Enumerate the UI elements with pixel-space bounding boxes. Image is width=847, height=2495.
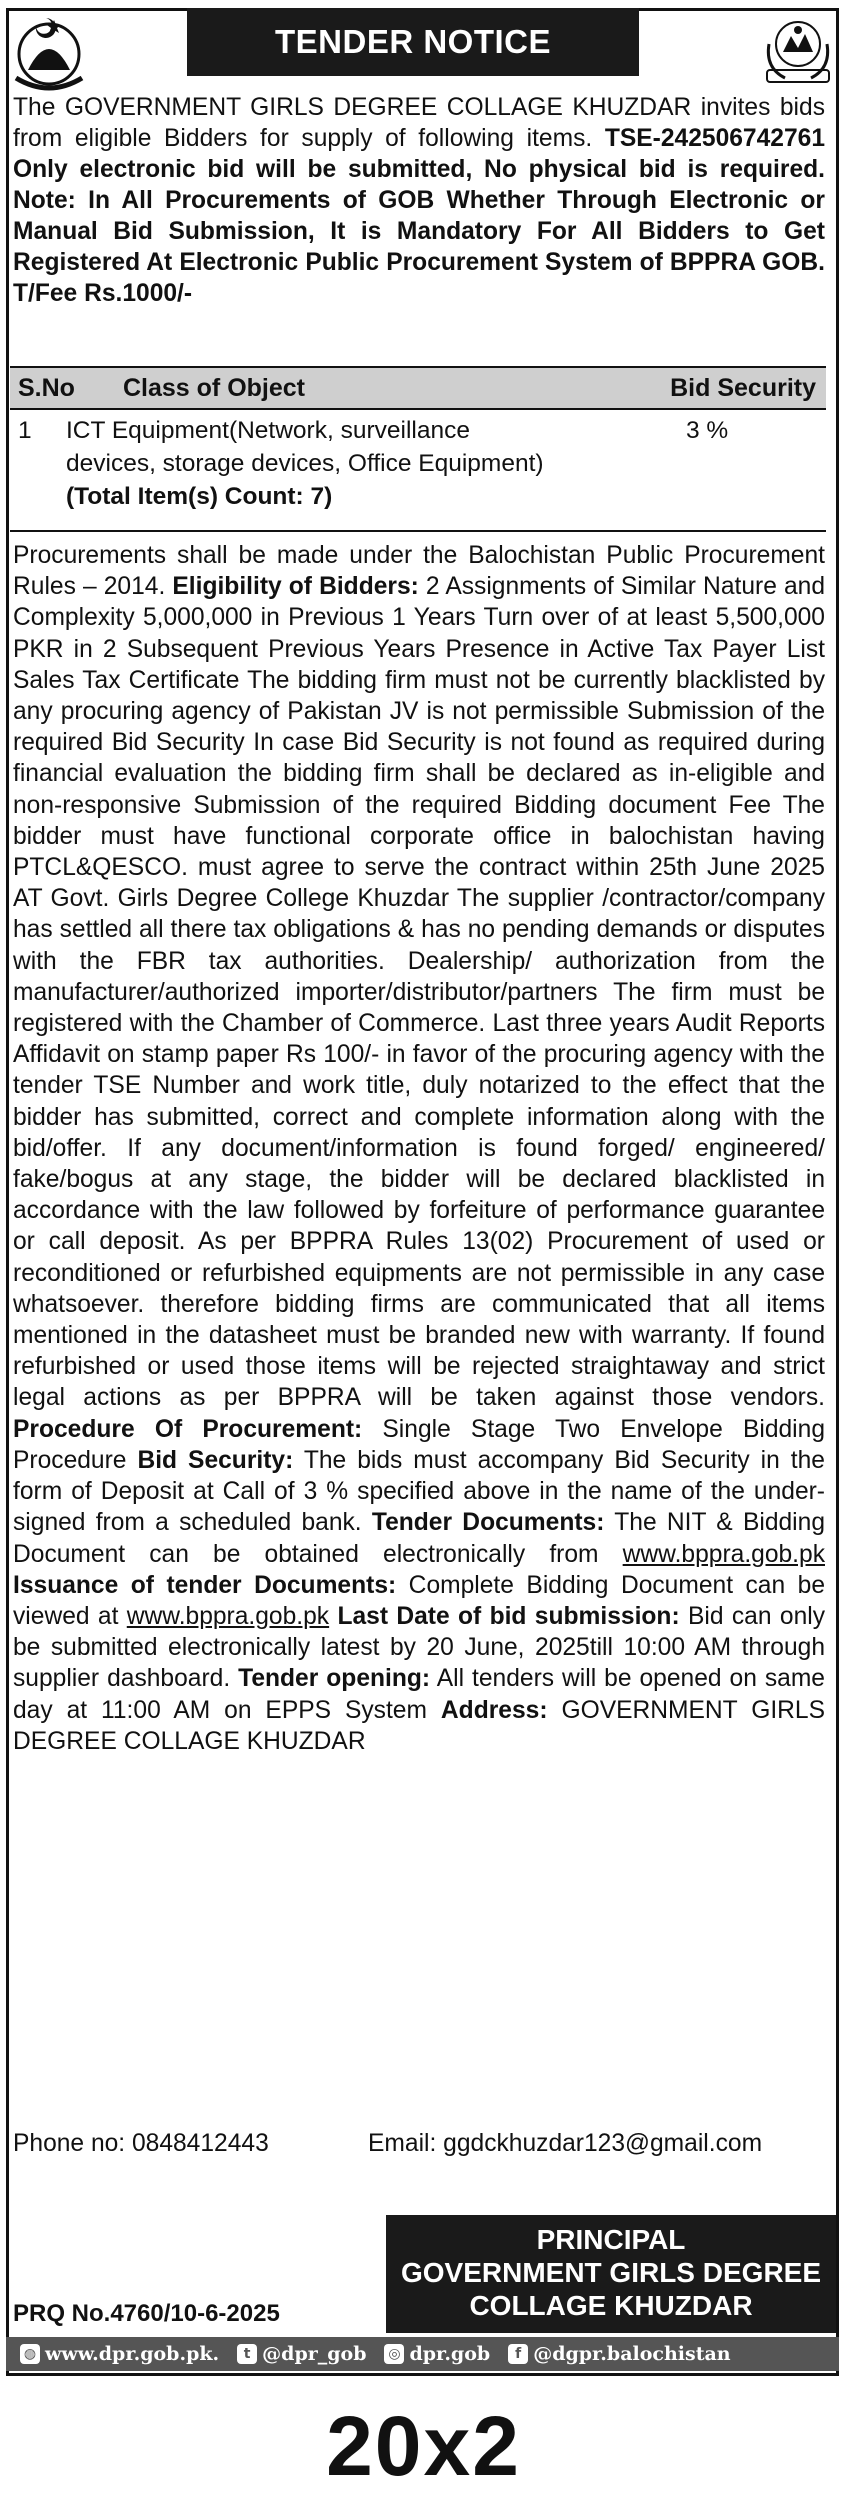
website-text: www.dpr.gob.pk. xyxy=(45,2343,220,2365)
globe-icon: ◍ xyxy=(20,2344,40,2364)
items-table xyxy=(10,366,826,532)
table-header xyxy=(10,366,826,410)
email-address[interactable]: Email: ggdckhuzdar123@gmail.com xyxy=(368,2130,763,2157)
eligibility-heading: Eligibility of Bidders: xyxy=(172,573,419,601)
body-text: Single Stage Two Envelope Bidding Procedure xyxy=(13,1415,825,1474)
instagram-text: dpr.gob xyxy=(409,2343,491,2365)
row-sno: 1 xyxy=(18,417,32,444)
instagram-icon: ◎ xyxy=(384,2344,404,2364)
row-item-count: (Total Item(s) Count: 7) xyxy=(66,483,333,510)
prq-number: PRQ No.4760/10-6-2025 xyxy=(13,2300,280,2327)
ad-size-label: 20x2 xyxy=(326,2399,521,2493)
procedure-heading: Procedure Of Procurement: xyxy=(13,1415,363,1443)
intro-bold-text: TSE-242506742761 Only electronic bid will be submitted, No physical bid is required. Note: In All Procurements of GOB Whether Through Electronic or Manual Bid Submission, It is Mandatory For All Bidders to Get Registered At Electronic Public Procurement System of BPPRA GOB. T/Fee Rs.1000/- xyxy=(13,125,825,307)
body-text: The bids must accompany Bid Security in the form of Deposit at Call of 3 % specified above in the name of the under-signed from a scheduled bank. xyxy=(13,1446,825,1537)
body-text: The NIT & Bidding Document can be obtained electronically from xyxy=(13,1509,825,1568)
header-security: Bid Security xyxy=(670,373,816,402)
tender-opening-heading: Tender opening: xyxy=(238,1665,431,1693)
intro-paragraph xyxy=(13,92,825,309)
footer-facebook[interactable] xyxy=(508,2343,730,2365)
row-class xyxy=(66,414,686,530)
footer-twitter[interactable] xyxy=(237,2343,366,2365)
row-class-line1: ICT Equipment(Network, surveillance xyxy=(66,417,470,444)
twitter-text: @dpr_gob xyxy=(262,2343,367,2365)
footer-bar xyxy=(6,2337,839,2371)
header-sno: S.No xyxy=(18,373,75,402)
intro-text: The GOVERNMENT GIRLS DEGREE COLLAGE KHUZDAR invites bids from eligible Bidders for supply of following items. xyxy=(13,94,825,152)
bppra-link[interactable]: www.bppra.gob.pk xyxy=(126,1602,330,1630)
footer-instagram[interactable] xyxy=(384,2343,490,2365)
body-text: Bid can only be submitted electronically latest by 20 June, 2025till 10:00 AM through supplier dashboard. xyxy=(13,1602,826,1693)
page-title: TENDER NOTICE xyxy=(187,8,639,76)
body-text: All tenders will be opened on same day at 11:00 AM on EPPS System xyxy=(13,1665,825,1724)
body-text: Procurements shall be made under the Balochistan Public Procurement Rules – 2014. xyxy=(13,542,825,601)
address-heading: Address: xyxy=(440,1696,548,1724)
footer-website[interactable] xyxy=(20,2343,219,2365)
signatory-box xyxy=(386,2215,836,2333)
facebook-text: @dgpr.balochistan xyxy=(533,2343,731,2365)
row-class-line2: devices, storage devices, Office Equipment) xyxy=(66,450,544,477)
body-text: Complete Bidding Document can be viewed at xyxy=(13,1571,825,1630)
balochistan-emblem-icon xyxy=(6,8,92,94)
signatory-title: PRINCIPAL xyxy=(536,2224,686,2255)
phone-number: Phone no: 0848412443 xyxy=(13,2130,269,2157)
contact-line xyxy=(13,2130,825,2158)
signatory-org-line2: COLLAGE KHUZDAR xyxy=(469,2290,753,2321)
table-row xyxy=(10,410,826,532)
body-text: GOVERNMENT GIRLS DEGREE COLLAGE KHUZDAR xyxy=(13,1696,826,1755)
college-crest-icon xyxy=(755,8,841,94)
issuance-heading: Issuance of tender Documents: xyxy=(13,1571,397,1599)
facebook-icon: f xyxy=(508,2344,528,2364)
signatory-org-line1: GOVERNMENT GIRLS DEGREE xyxy=(400,2257,822,2288)
tender-documents-heading: Tender Documents: xyxy=(371,1509,605,1537)
terms-paragraph xyxy=(13,540,825,1757)
last-date-heading: Last Date of bid submission: xyxy=(329,1602,680,1630)
header-class: Class of Object xyxy=(123,373,305,402)
row-security: 3 % xyxy=(686,417,729,444)
bid-security-heading: Bid Security: xyxy=(137,1446,294,1474)
twitter-icon: t xyxy=(237,2344,257,2364)
body-text: 2 Assignments of Similar Nature and Complexity 5,000,000 in Previous 1 Years Turn over of at least 5,500,000 PKR in 2 Subsequent Previous Years Presence in Active Tax Payer List Sales Tax Certificate The bidding firm must not be currently blacklisted by any procuring agency of Pakistan JV is not permissible Submission of the required Bid Security In case Bid Security is not found as required during financial evaluation the bidding firm shall be declared as in-eligible and non-responsive Submission of the required Bidding document Fee The bidder must have functional corporate office in balochistan having PTCL&QESCO. must agree to serve the contract within 25th June 2025 AT Govt. Girls Degree College Khuzdar The supplier /contractor/company has settled all there tax obligations & has no pending demands or disputes with the FBR tax authorities. Dealership/ authorization from the manufacturer/authorized importer/distributor/partners The firm must be registered with the Chamber of Commerce. Last three years Audit Reports Affidavit on stamp paper Rs 100/- in favor of the procuring agency with the tender TSE Number and work title, duly notarized to the effect that the bidder has submitted, correct and complete information along with the bid/offer. If any document/information is found forged/ engineered/ fake/bogus at any stage, the bidder will be declared blacklisted in accordance with the law followed by forfeiture of performance guarantee or call deposit. As per BPPRA Rules 13(02) Procurement of used or reconditioned or refurbished equipments are not permissible in any case whatsoever. therefore bidding firms are communicated that all items mentioned in the datasheet must be branded new with warranty. If found refurbished or used those items will be rejected straightaway and strict legal actions as per BPPRA will be taken against those vendors. xyxy=(13,573,825,1412)
bppra-link[interactable]: www.bppra.gob.pk xyxy=(622,1540,825,1568)
